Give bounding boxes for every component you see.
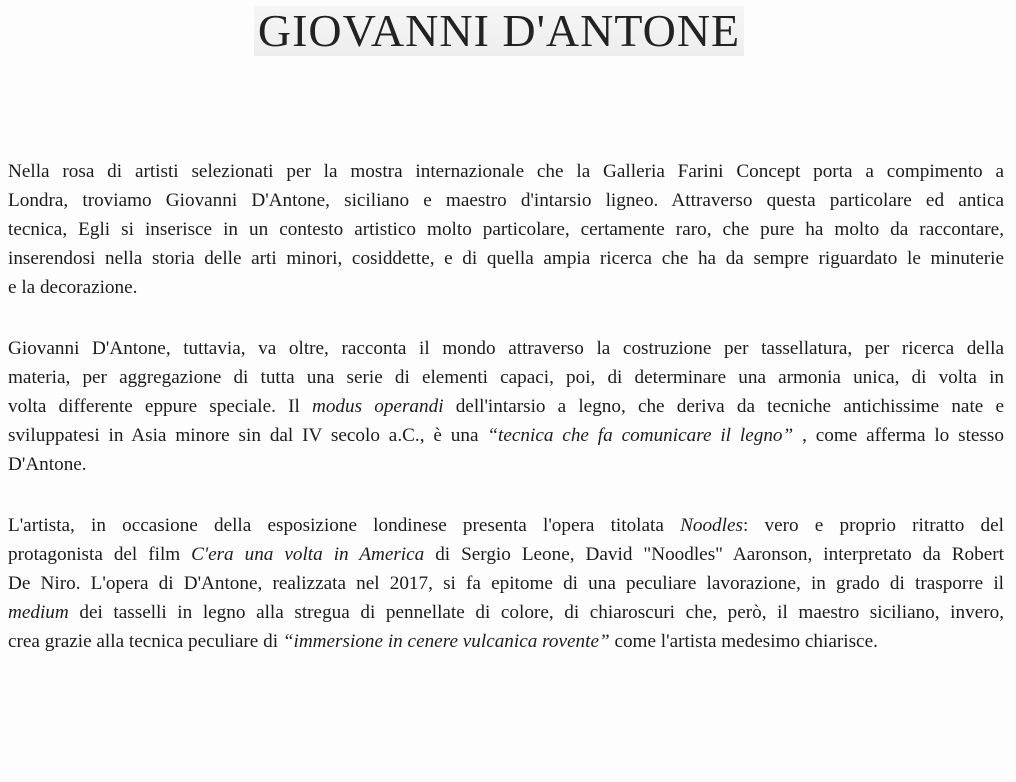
text-run: dei tasselli in legno alla stregua di pennellate di colore, di chiaroscuri che, però, il maestro siciliano, invero,: [68, 602, 1004, 623]
page-title: GIOVANNI D'ANTONE: [257, 5, 741, 56]
italic-film-title: C'era una volta in America: [191, 544, 425, 565]
italic-quote: “tecnica che fa comunicare il legno”: [487, 425, 794, 446]
text-run: dell'intarsio a legno, che deriva da tecniche antichissime nate e: [443, 396, 1004, 417]
text-line: Londra, troviamo Giovanni D'Antone, siciliano e maestro d'intarsio ligneo. Attraverso questa particolare ed antica: [8, 190, 1004, 211]
text-line: Giovanni D'Antone, tuttavia, va oltre, racconta il mondo attraverso la costruzione per tassellatura, per ricerca della: [8, 338, 1004, 359]
text-line: tecnica, Egli si inserisce in un contesto artistico molto particolare, certamente raro, che pure ha molto da raccontare,: [8, 219, 1004, 240]
paragraph-3: [8, 511, 1004, 656]
text-line: e la decorazione.: [8, 277, 138, 298]
text-line: [8, 627, 1004, 656]
article-body: [8, 157, 1004, 688]
text-run: di Sergio Leone, David "Noodles" Aaronson, interpretato da Robert: [424, 544, 1004, 565]
text-run: L'artista, in occasione della esposizione londinese presenta l'opera titolata: [8, 515, 681, 536]
paragraph-1: [8, 157, 1004, 302]
text-run: crea grazie alla tecnica peculiare di: [8, 631, 283, 652]
text-line: [8, 511, 1004, 540]
text-run: , come afferma lo stesso: [793, 425, 1004, 446]
italic-work-title: Noodles: [680, 515, 743, 536]
text-run: come l'artista medesimo chiarisce.: [609, 631, 878, 652]
text-line: D'Antone.: [8, 454, 87, 475]
italic-term: modus operandi: [311, 396, 444, 417]
text-line: [8, 540, 1004, 569]
text-line: [8, 392, 1004, 421]
paragraph-2: [8, 334, 1004, 479]
italic-quote: “immersione in cenere vulcanica rovente”: [282, 631, 610, 652]
text-line: Nella rosa di artisti selezionati per la mostra internazionale che la Galleria Farini Concept porta a compimento a: [8, 161, 1004, 182]
text-run: : vero e proprio ritratto del: [742, 515, 1004, 536]
text-line: De Niro. L'opera di D'Antone, realizzata nel 2017, si fa epitome di una peculiare lavorazione, in grado di trasporre il: [8, 573, 1004, 594]
text-line: [8, 421, 1004, 450]
text-line: materia, per aggregazione di tutta una serie di elementi capaci, poi, di determinare una armonia unica, di volta in: [8, 367, 1004, 388]
text-run: sviluppatesi in Asia minore sin dal IV secolo a.C., è una: [8, 425, 488, 446]
text-line: inserendosi nella storia delle arti minori, cosiddette, e di quella ampia ricerca che ha da sempre riguardato le minuterie: [8, 248, 1004, 269]
italic-term: medium: [8, 602, 69, 623]
text-run: protagonista del film: [8, 544, 192, 565]
text-line: [8, 598, 1004, 627]
text-run: volta differente eppure speciale. Il: [8, 396, 312, 417]
